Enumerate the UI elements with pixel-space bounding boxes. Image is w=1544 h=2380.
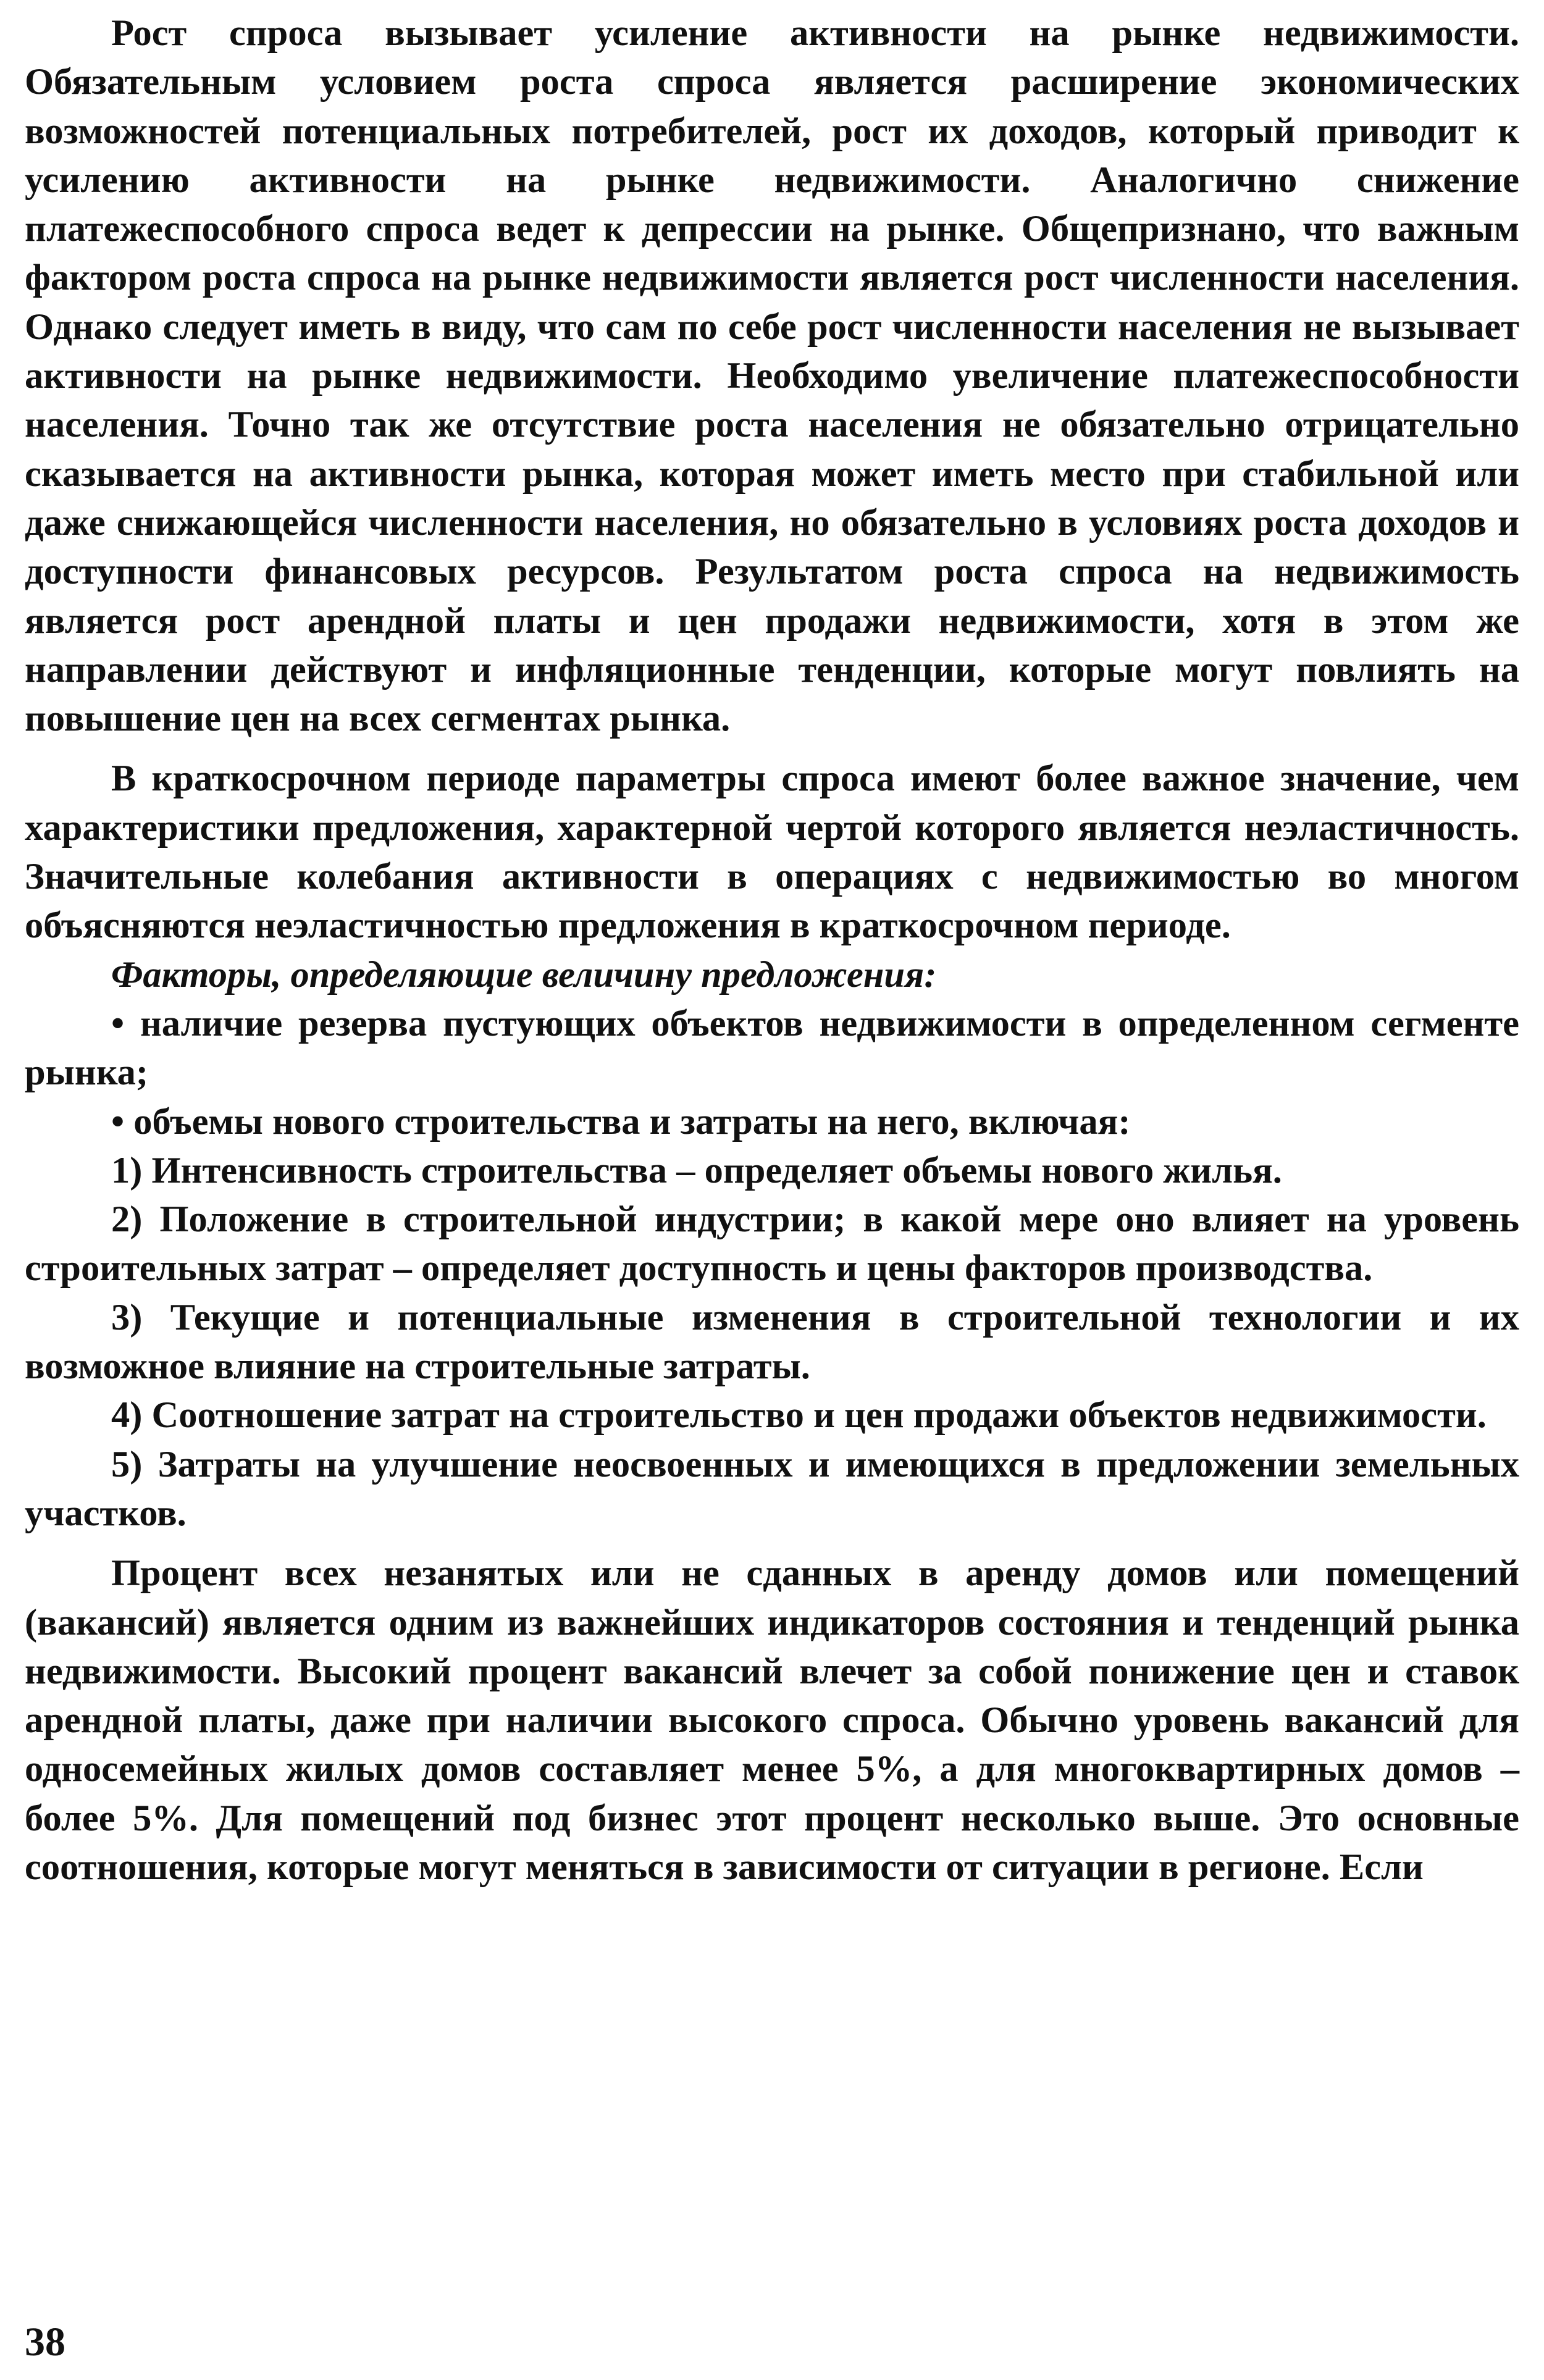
numbered-item-3: 3) Текущие и потенциальные изменения в строительной технологии и их возможное влияние на строительные затраты. — [25, 1296, 1519, 1388]
paragraph-short-term-period: В краткосрочном периоде параметры спроса имеют более важное значение, чем характеристики предложения, характерной чертой которого является неэластичность. Значительные колебания активности в операциях с недвижимостью во многом объясняются неэластичностью предложения в краткосрочном периоде. — [25, 758, 1519, 947]
paragraph-demand-growth: Рост спроса вызывает усиление активности на рынке недвижимости. Обязательным условием роста спроса является расширение экономических возможностей потенциальных потребителей, рост их доходов, который приводит к усилению активности на рынке недвижимости. Аналогично снижение платежеспособного спроса ведет к депрессии на рынке. Общепризнано, что важным фактором роста спроса на рынке недвижимости является рост численности населения. Однако следует иметь в виду, что сам по себе рост численности населения не вызывает активности на рынке недвижимости. Необходимо увеличение платежеспособности населения. Точно так же отсутствие роста населения не обязательно отрицательно сказывается на активности рынка, которая может иметь место при стабильной или даже снижающейся численности населения, но обязательно в условиях роста доходов и доступности финансовых ресурсов. Результатом роста спроса на недвижимость является рост арендной платы и цен продажи недвижимости, хотя в этом же направлении действуют и инфляционные тенденции, которые могут повлиять на повышение цен на всех сегментах рынка. — [25, 12, 1519, 740]
paragraph-vacancy-rate: Процент всех незанятых или не сданных в аренду домов или помещений (вакансий) является одним из важнейших индикаторов состояния и тенденций рынка недвижимости. Высокий процент вакансий влечет за собой понижение цен и ставок арендной платы, даже при наличии высокого спроса. Обычно уровень вакансий для односемейных жилых домов составляет менее 5%, а для многоквартирных домов – более 5%. Для помещений под бизнес этот процент несколько выше. Это основные соотношения, которые могут меняться в зависимости от ситуации в регионе. Если — [25, 1552, 1519, 1888]
numbered-item-5: 5) Затраты на улучшение неосвоенных и имеющихся в предложении земельных участков. — [25, 1443, 1519, 1534]
book-page — [25, 0, 1519, 2380]
page-number: 38 — [25, 2319, 65, 2365]
page-text — [25, 9, 1519, 1892]
supply-factors-heading: Факторы, определяющие величину предложения: — [111, 953, 937, 995]
numbered-item-2: 2) Положение в строительной индустрии; в какой мере оно влияет на уровень строительных затрат – определяет доступность и цены факторов производства. — [25, 1199, 1519, 1289]
list-item-new-construction: • объемы нового строительства и затраты на него, включая: — [111, 1100, 1131, 1142]
numbered-item-4: 4) Соотношение затрат на строительство и цен продажи объектов недвижимости. — [111, 1394, 1487, 1436]
list-item-vacant-reserve: • наличие резерва пустующих объектов недвижимости в определенном сегменте рынка; — [25, 1002, 1519, 1094]
numbered-item-1: 1) Интенсивность строительства – определяет объемы нового жилья. — [111, 1149, 1282, 1191]
